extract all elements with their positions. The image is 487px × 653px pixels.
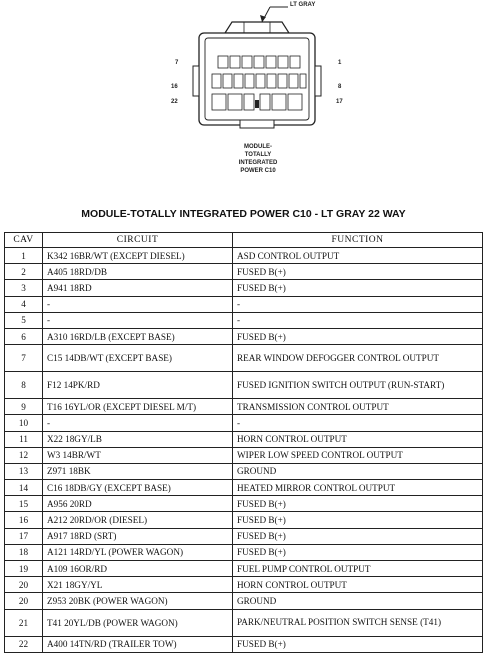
table-row: [5, 280, 483, 296]
function-cell: HORN CONTROL OUTPUT: [233, 577, 483, 593]
cav-cell: 5: [5, 312, 43, 328]
circuit-cell: A109 16OR/RD: [43, 561, 233, 577]
function-cell: HORN CONTROL OUTPUT: [233, 431, 483, 447]
table-row: [5, 544, 483, 560]
table-row: [5, 415, 483, 431]
table-header-row: [5, 233, 483, 248]
circuit-cell: Z971 18BK: [43, 463, 233, 479]
cav-cell: 17: [5, 528, 43, 544]
cav-cell: 10: [5, 415, 43, 431]
cav-cell: 20: [5, 593, 43, 609]
pin-label-mid-right: 8: [338, 84, 342, 90]
cav-cell: 6: [5, 328, 43, 344]
cav-cell: 22: [5, 636, 43, 652]
pin-label-bottom-right: 17: [336, 99, 343, 105]
table-row: [5, 296, 483, 312]
cav-cell: 14: [5, 480, 43, 496]
circuit-cell: A917 18RD (SRT): [43, 528, 233, 544]
circuit-cell: X22 18GY/LB: [43, 431, 233, 447]
function-cell: WIPER LOW SPEED CONTROL OUTPUT: [233, 447, 483, 463]
function-cell: FUSED IGNITION SWITCH OUTPUT (RUN-START): [233, 372, 483, 399]
cav-cell: 3: [5, 280, 43, 296]
table-row: [5, 609, 483, 636]
column-header-cav: CAV: [5, 233, 43, 248]
pin-label-top-right: 1: [338, 60, 342, 66]
cav-cell: 11: [5, 431, 43, 447]
function-cell: FUSED B(+): [233, 512, 483, 528]
table-row: [5, 463, 483, 479]
function-cell: FUSED B(+): [233, 496, 483, 512]
table-row: [5, 593, 483, 609]
table-row: [5, 447, 483, 463]
function-cell: FUSED B(+): [233, 280, 483, 296]
cav-cell: 8: [5, 372, 43, 399]
function-cell: FUSED B(+): [233, 636, 483, 652]
function-cell: -: [233, 296, 483, 312]
circuit-cell: A310 16RD/LB (EXCEPT BASE): [43, 328, 233, 344]
circuit-cell: F12 14PK/RD: [43, 372, 233, 399]
function-cell: -: [233, 415, 483, 431]
function-cell: FUEL PUMP CONTROL OUTPUT: [233, 561, 483, 577]
circuit-cell: A212 20RD/OR (DIESEL): [43, 512, 233, 528]
circuit-cell: A956 20RD: [43, 496, 233, 512]
function-cell: FUSED B(+): [233, 544, 483, 560]
table-row: [5, 480, 483, 496]
module-caption-line: POWER C10: [240, 168, 276, 174]
function-cell: TRANSMISSION CONTROL OUTPUT: [233, 399, 483, 415]
table-row: [5, 561, 483, 577]
cav-cell: 21: [5, 609, 43, 636]
circuit-cell: X21 18GY/YL: [43, 577, 233, 593]
pin-label-mid-left: 16: [171, 84, 178, 90]
table-row: [5, 399, 483, 415]
column-header-circuit: CIRCUIT: [43, 233, 233, 248]
table-row: [5, 528, 483, 544]
circuit-cell: Z953 20BK (POWER WAGON): [43, 593, 233, 609]
table-row: [5, 496, 483, 512]
column-header-function: FUNCTION: [233, 233, 483, 248]
function-cell: REAR WINDOW DEFOGGER CONTROL OUTPUT: [233, 345, 483, 372]
cav-cell: 7: [5, 345, 43, 372]
pin-label-bottom-left: 22: [171, 99, 178, 105]
table-row: [5, 248, 483, 264]
cav-cell: 2: [5, 264, 43, 280]
table-row: [5, 264, 483, 280]
pinout-table: [4, 232, 483, 653]
table-row: [5, 512, 483, 528]
circuit-cell: A121 14RD/YL (POWER WAGON): [43, 544, 233, 560]
table-row: [5, 345, 483, 372]
function-cell: FUSED B(+): [233, 328, 483, 344]
cav-cell: 4: [5, 296, 43, 312]
cav-cell: 16: [5, 512, 43, 528]
table-row: [5, 577, 483, 593]
cav-cell: 18: [5, 544, 43, 560]
function-cell: ASD CONTROL OUTPUT: [233, 248, 483, 264]
circuit-cell: A941 18RD: [43, 280, 233, 296]
table-title: MODULE-TOTALLY INTEGRATED POWER C10 - LT GRAY 22 WAY: [81, 208, 406, 220]
function-cell: HEATED MIRROR CONTROL OUTPUT: [233, 480, 483, 496]
circuit-cell: T41 20YL/DB (POWER WAGON): [43, 609, 233, 636]
table-row: [5, 372, 483, 399]
function-cell: FUSED B(+): [233, 264, 483, 280]
pin-label-top-left: 7: [175, 60, 179, 66]
circuit-cell: -: [43, 415, 233, 431]
function-cell: FUSED B(+): [233, 528, 483, 544]
function-cell: GROUND: [233, 593, 483, 609]
cav-cell: 9: [5, 399, 43, 415]
table-row: [5, 312, 483, 328]
cav-cell: 1: [5, 248, 43, 264]
cav-cell: 20: [5, 577, 43, 593]
table-row: [5, 328, 483, 344]
circuit-cell: W3 14BR/WT: [43, 447, 233, 463]
function-cell: PARK/NEUTRAL POSITION SWITCH SENSE (T41): [233, 609, 483, 636]
circuit-cell: C15 14DB/WT (EXCEPT BASE): [43, 345, 233, 372]
circuit-cell: -: [43, 312, 233, 328]
cav-cell: 19: [5, 561, 43, 577]
module-caption-line: MODULE-: [244, 144, 272, 150]
module-caption-line: INTEGRATED: [238, 160, 278, 166]
function-cell: -: [233, 312, 483, 328]
circuit-cell: -: [43, 296, 233, 312]
connector-diagram: [0, 0, 487, 200]
circuit-cell: C16 18DB/GY (EXCEPT BASE): [43, 480, 233, 496]
cav-cell: 12: [5, 447, 43, 463]
circuit-cell: K342 16BR/WT (EXCEPT DIESEL): [43, 248, 233, 264]
table-row: [5, 431, 483, 447]
module-caption: [213, 143, 303, 175]
circuit-cell: T16 16YL/OR (EXCEPT DIESEL M/T): [43, 399, 233, 415]
circuit-cell: A400 14TN/RD (TRAILER TOW): [43, 636, 233, 652]
wire-color-label: LT GRAY: [290, 2, 316, 8]
circuit-cell: A405 18RD/DB: [43, 264, 233, 280]
function-cell: GROUND: [233, 463, 483, 479]
cav-cell: 13: [5, 463, 43, 479]
module-caption-line: TOTALLY: [244, 152, 272, 158]
table-body: [5, 248, 483, 653]
cav-cell: 15: [5, 496, 43, 512]
